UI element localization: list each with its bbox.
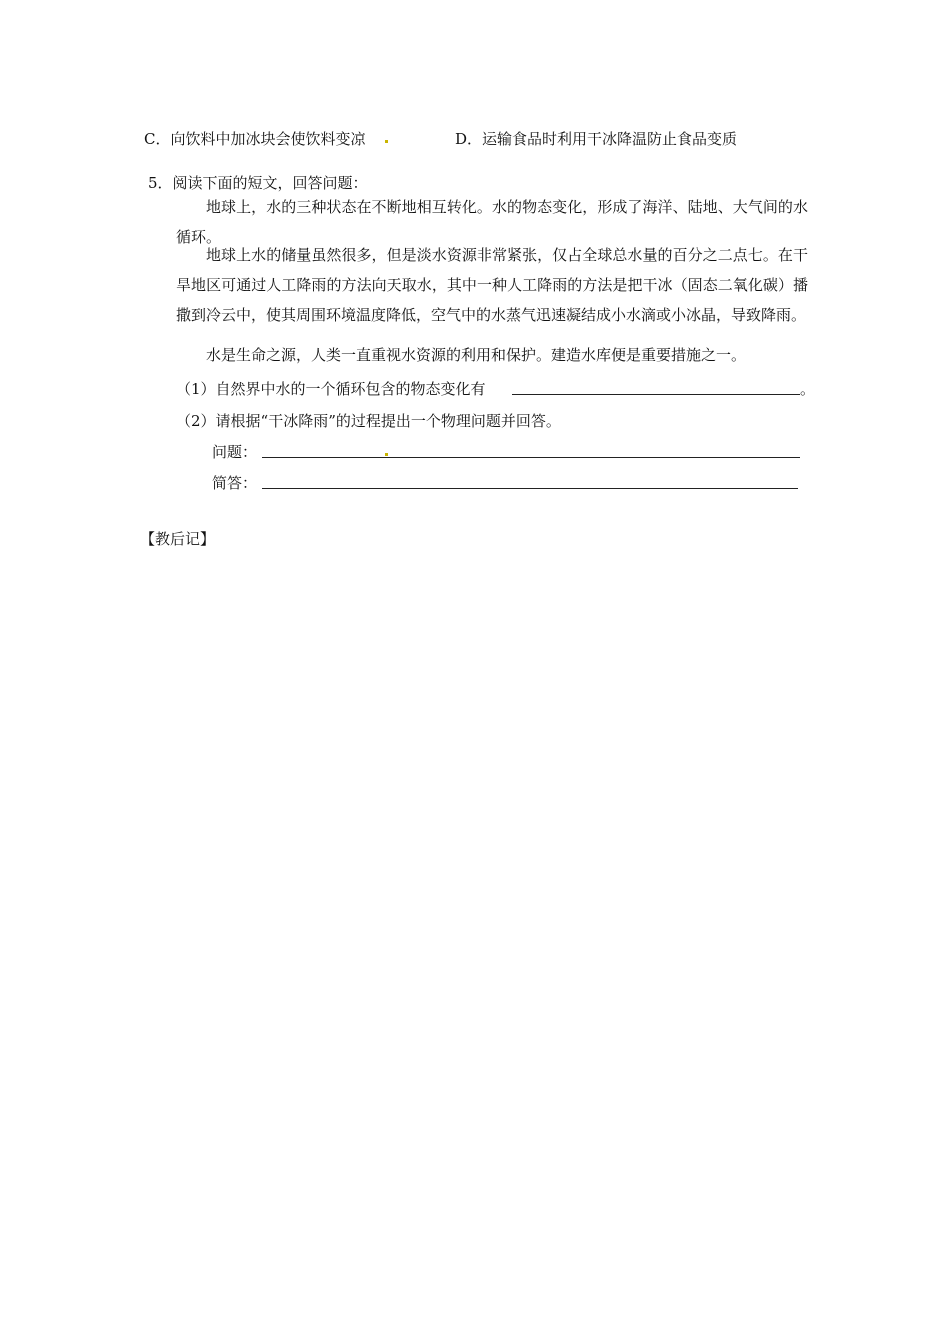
option-d: D．运输食品时利用干冰降温防止食品变质 xyxy=(455,130,738,148)
answer-blank-1[interactable] xyxy=(512,394,800,395)
highlight-mark xyxy=(385,140,388,143)
question-blank[interactable] xyxy=(262,457,800,458)
question-label: 问题： xyxy=(212,443,258,461)
passage-paragraph-2: 地球上水的储量虽然很多，但是淡水资源非常紧张，仅占全球总水量的百分之二点七。在干旱地区可通过人工降雨的方法向天取水，其中一种人工降雨的方法是把干冰（固态二氧化碳）播撒到冷云中，使其周围环境温度降低，空气中的水蒸气迅速凝结成小水滴或小冰晶，导致降雨。 xyxy=(176,246,808,324)
sub-question-1-end: 。 xyxy=(800,380,816,398)
answer-label: 简答： xyxy=(212,474,258,492)
passage-paragraph-1: 地球上，水的三种状态在不断地相互转化。水的物态变化，形成了海洋、陆地、大气间的水循环。 xyxy=(176,198,808,246)
reflection-label: 【教后记】 xyxy=(140,530,216,548)
highlight-mark xyxy=(385,453,388,456)
question-5-heading: 5．阅读下面的短文，回答问题： xyxy=(148,174,368,192)
answer-blank-2[interactable] xyxy=(262,488,798,489)
sub-question-2-prompt: （2）请根据“干冰降雨”的过程提出一个物理问题并回答。 xyxy=(176,412,561,430)
option-c: C．向饮料中加冰块会使饮料变凉 xyxy=(144,130,366,148)
passage-paragraph-3: 水是生命之源，人类一直重视水资源的利用和保护。建造水库便是重要措施之一。 xyxy=(206,346,747,364)
sub-question-1-prompt: （1）自然界中水的一个循环包含的物态变化有 xyxy=(176,380,486,398)
